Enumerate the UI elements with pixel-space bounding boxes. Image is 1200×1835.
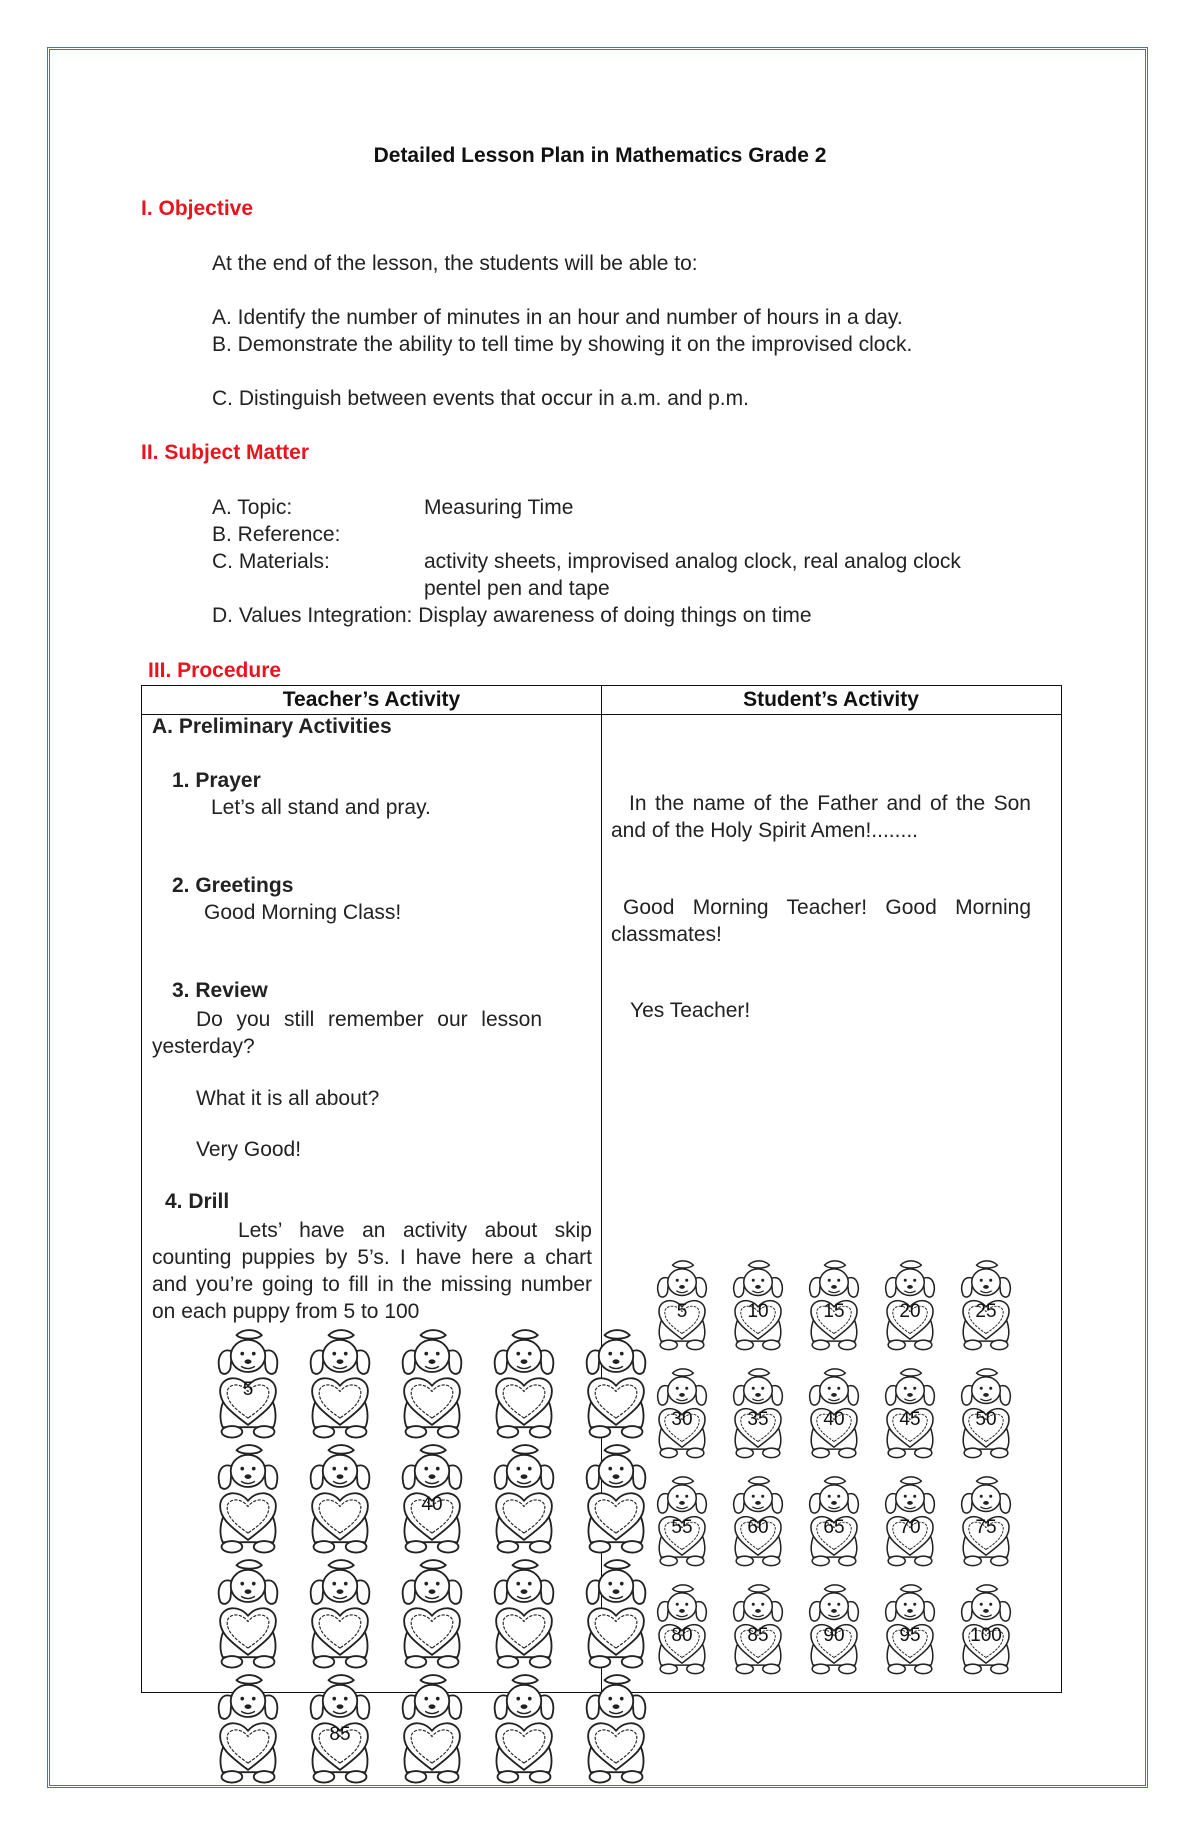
puppy-number: 40 (823, 1408, 845, 1430)
puppy-heart-icon (202, 1556, 294, 1671)
drill-title: 4. Drill (165, 1190, 230, 1213)
student-chart-puppy (872, 1359, 948, 1467)
puppy-number: 95 (899, 1624, 921, 1646)
puppy-number: 55 (671, 1516, 693, 1538)
puppy-number: 20 (899, 1300, 921, 1322)
topic-label: A. Topic: (212, 496, 293, 519)
puppy-number: 25 (975, 1300, 997, 1322)
student-chart-puppy (720, 1467, 796, 1575)
puppy-number: 80 (671, 1624, 693, 1646)
teacher-chart-puppy (386, 1556, 478, 1671)
puppy-heart-icon (386, 1326, 478, 1441)
puppy-heart-icon (202, 1441, 294, 1556)
objective-item-b: B. Demonstrate the ability to tell time by showing it on the improvised clock. (212, 333, 913, 356)
puppy-number: 35 (747, 1408, 769, 1430)
puppy-heart-icon (294, 1326, 386, 1441)
page-title: Detailed Lesson Plan in Mathematics Grade 2 (373, 144, 827, 167)
puppy-number: 40 (421, 1493, 443, 1515)
objective-heading: I. Objective (141, 197, 254, 220)
puppy-number: 5 (242, 1378, 254, 1400)
student-chart-puppy (720, 1251, 796, 1359)
review-teacher-praise: Very Good! (196, 1138, 302, 1161)
teacher-chart-puppy (386, 1671, 478, 1786)
teacher-chart-puppy (570, 1671, 662, 1786)
review-student: Yes Teacher! (630, 999, 751, 1022)
subject-matter-heading: II. Subject Matter (141, 441, 310, 464)
student-puppy-chart (644, 1251, 1024, 1683)
student-chart-puppy (948, 1251, 1024, 1359)
student-chart-puppy (796, 1251, 872, 1359)
objective-item-a: A. Identify the number of minutes in an hour and number of hours in a day. (212, 306, 903, 329)
student-chart-puppy (872, 1467, 948, 1575)
materials-line-1: activity sheets, improvised analog clock, real analog clock (424, 550, 961, 573)
puppy-heart-icon (478, 1671, 570, 1786)
puppy-heart-icon (386, 1671, 478, 1786)
topic-value: Measuring Time (424, 496, 574, 519)
objective-intro: At the end of the lesson, the students will be able to: (212, 252, 698, 275)
review-teacher-question-2: What it is all about? (196, 1087, 380, 1110)
col-header-student: Student’s Activity (743, 688, 919, 711)
student-chart-puppy (720, 1359, 796, 1467)
student-chart-puppy (796, 1575, 872, 1683)
review-teacher-question: Do you still remember our lesson yesterday? (152, 1008, 542, 1058)
student-chart-puppy (644, 1467, 720, 1575)
puppy-heart-icon (478, 1441, 570, 1556)
review-title: 3. Review (172, 979, 268, 1002)
puppy-number: 85 (329, 1723, 351, 1745)
drill-teacher-instructions: Lets’ have an activity about skip counting puppies by 5’s. I have here a chart and you’re going to fill in the missing number on each puppy from 5 to 100 (152, 1219, 592, 1323)
student-chart-puppy (872, 1575, 948, 1683)
student-chart-puppy (872, 1251, 948, 1359)
col-header-teacher: Teacher’s Activity (282, 688, 461, 711)
puppy-heart-icon (386, 1556, 478, 1671)
teacher-chart-puppy (294, 1441, 386, 1556)
greetings-teacher: Good Morning Class! (204, 901, 402, 924)
teacher-chart-puppy (386, 1326, 478, 1441)
student-chart-puppy (796, 1359, 872, 1467)
student-chart-puppy (948, 1359, 1024, 1467)
prayer-title: 1. Prayer (172, 769, 261, 792)
puppy-number: 15 (823, 1300, 845, 1322)
prayer-student: In the name of the Father and of the Son and of the Holy Spirit Amen!........ (611, 792, 1031, 842)
student-chart-puppy (644, 1251, 720, 1359)
student-chart-puppy (644, 1575, 720, 1683)
student-chart-puppy (948, 1575, 1024, 1683)
puppy-number: 5 (676, 1300, 688, 1322)
puppy-heart-icon (478, 1556, 570, 1671)
teacher-chart-puppy (294, 1326, 386, 1441)
puppy-heart-icon (478, 1326, 570, 1441)
greetings-student: Good Morning Teacher! Good Morning classmates! (611, 896, 1031, 946)
puppy-number: 50 (975, 1408, 997, 1430)
puppy-heart-icon (294, 1556, 386, 1671)
teacher-chart-puppy (294, 1556, 386, 1671)
teacher-chart-puppy (202, 1326, 294, 1441)
student-chart-puppy (720, 1575, 796, 1683)
teacher-puppy-chart (202, 1326, 662, 1745)
teacher-chart-puppy (478, 1556, 570, 1671)
greetings-title: 2. Greetings (172, 874, 294, 897)
materials-label: C. Materials: (212, 550, 330, 573)
puppy-heart-icon (294, 1441, 386, 1556)
procedure-heading: III. Procedure (148, 659, 282, 682)
teacher-chart-puppy (478, 1326, 570, 1441)
puppy-number: 75 (975, 1516, 997, 1538)
reference-label: B. Reference: (212, 523, 341, 546)
procedure-table (141, 685, 1062, 1745)
puppy-heart-icon (202, 1671, 294, 1786)
teacher-chart-puppy (478, 1441, 570, 1556)
puppy-heart-icon (570, 1671, 662, 1786)
puppy-number: 65 (823, 1516, 845, 1538)
teacher-chart-puppy (202, 1441, 294, 1556)
puppy-number: 45 (899, 1408, 921, 1430)
student-chart-puppy (948, 1467, 1024, 1575)
teacher-chart-puppy (294, 1671, 386, 1786)
student-chart-puppy (644, 1359, 720, 1467)
objective-item-c: C. Distinguish between events that occur in a.m. and p.m. (212, 387, 749, 410)
puppy-number: 60 (747, 1516, 769, 1538)
puppy-number: 10 (747, 1300, 769, 1322)
puppy-number: 30 (671, 1408, 693, 1430)
puppy-number: 100 (970, 1624, 1002, 1646)
student-chart-puppy (796, 1467, 872, 1575)
teacher-chart-puppy (478, 1671, 570, 1786)
puppy-number: 85 (747, 1624, 769, 1646)
puppy-number: 70 (899, 1516, 921, 1538)
materials-line-2: pentel pen and tape (424, 577, 610, 600)
teacher-chart-puppy (202, 1556, 294, 1671)
teacher-chart-puppy (202, 1671, 294, 1786)
prayer-teacher: Let’s all stand and pray. (211, 796, 431, 819)
teacher-chart-puppy (386, 1441, 478, 1556)
preliminary-activities: A. Preliminary Activities (152, 715, 392, 738)
values-integration: D. Values Integration: Display awareness of doing things on time (212, 604, 812, 627)
puppy-number: 90 (823, 1624, 845, 1646)
